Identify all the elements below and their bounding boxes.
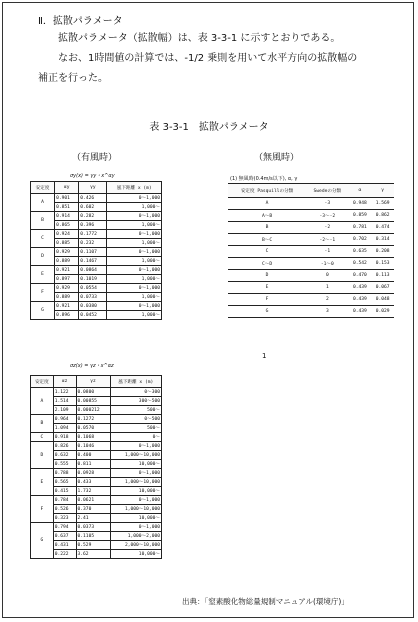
windy-h-cell: 0.426	[79, 194, 107, 203]
calm-cell: 0.314	[371, 234, 394, 246]
windy-h-header-cell: 風下距離 x (m)	[107, 182, 162, 194]
windy-h-cell: 0.0380	[79, 302, 107, 311]
table-caption: 表 3-3-1 拡散パラメータ	[149, 122, 269, 133]
windy-h-cell: 0.929	[55, 248, 79, 257]
calm-cell: 1.569	[371, 198, 394, 210]
windy-v-cell: 0.794	[53, 523, 76, 532]
windy-h-cell: 0.921	[55, 266, 79, 275]
windy-v-row	[31, 433, 162, 442]
windy-v-cell: 0.00855	[76, 397, 110, 406]
windy-h-cell: 0〜1,000	[107, 194, 162, 203]
windy-v-cell: 500〜	[110, 406, 161, 415]
calm-cell: 2	[306, 294, 348, 306]
windy-h-cell: 0.0864	[79, 266, 107, 275]
windy-v-cell: 3.62	[76, 550, 110, 559]
calm-cell: -2〜-1	[306, 234, 348, 246]
calm-cell: 0.474	[371, 222, 394, 234]
windy-v-cell: 0.632	[53, 451, 76, 460]
formula-horizontal: σy(x) = γy・x^αy	[70, 173, 115, 179]
calm-cell: -1〜0	[306, 258, 348, 270]
windy-v-cell: 10,000〜	[110, 514, 161, 523]
windy-h-stability-cell: B	[31, 212, 55, 230]
windy-v-cell: 0〜500	[110, 415, 161, 424]
calm-table-title: (1) 無風時(0.4m/s以下), α, γ	[230, 176, 298, 182]
windy-v-cell: 300〜500	[110, 397, 161, 406]
windy-v-cell: 0.1046	[76, 442, 110, 451]
calm-cell: B	[228, 222, 306, 234]
paragraph-2-line-2: 補正を行った。	[38, 73, 108, 84]
page-mark: 1	[262, 352, 267, 360]
calm-header-cell: γ	[371, 184, 394, 198]
windy-h-row	[31, 248, 162, 257]
windy-v-header-cell: γz	[76, 376, 110, 388]
windy-v-cell: 0.918	[53, 433, 76, 442]
windy-h-header-cell: 安定度	[31, 182, 55, 194]
calm-cell: F	[228, 294, 306, 306]
windy-h-cell: 0.929	[55, 284, 79, 293]
windy-h-cell: 0.851	[55, 203, 79, 212]
windy-v-cell: 10,000〜	[110, 460, 161, 469]
windy-h-row	[31, 212, 162, 221]
calm-row	[228, 246, 394, 258]
calm-cell: 0.029	[371, 306, 394, 318]
windy-v-cell: 0.000212	[76, 406, 110, 415]
source-citation: 出典：「窒素酸化物総量規制マニュアル(環境庁)」	[182, 597, 349, 606]
windy-h-cell: 0.921	[55, 302, 79, 311]
calm-cell: 0.048	[371, 294, 394, 306]
windy-v-cell: 0〜1,000	[110, 469, 161, 478]
windy-v-cell: 0.565	[53, 478, 76, 487]
windy-v-row	[31, 388, 162, 397]
calm-row	[228, 234, 394, 246]
windy-v-cell: 0.1272	[76, 415, 110, 424]
windy-v-row	[31, 415, 162, 424]
formula-vertical: σz(x) = γz・x^αz	[70, 363, 114, 369]
windy-h-stability-cell: D	[31, 248, 55, 266]
calm-cell: C	[228, 246, 306, 258]
windy-v-cell: 0.529	[76, 541, 110, 550]
calm-cell: 0.067	[371, 282, 394, 294]
calm-cell: 0.113	[371, 270, 394, 282]
calm-cell: 0.781	[349, 222, 372, 234]
windy-horizontal-table	[30, 181, 162, 320]
windy-v-cell: 1,000〜2,000	[110, 532, 161, 541]
windy-v-cell: 0.555	[53, 460, 76, 469]
windy-h-cell: 0〜1,000	[107, 248, 162, 257]
windy-h-cell: 0〜1,000	[107, 212, 162, 221]
calm-table	[228, 183, 394, 318]
windy-v-cell: 0.811	[76, 460, 110, 469]
windy-v-cell: 10,000〜	[110, 550, 161, 559]
windy-h-stability-cell: F	[31, 284, 55, 302]
calm-cell: 0.948	[349, 198, 372, 210]
windy-h-stability-cell: C	[31, 230, 55, 248]
windy-h-cell: 1,000〜	[107, 311, 162, 320]
windy-v-cell: 1.514	[53, 397, 76, 406]
windy-h-row	[31, 302, 162, 311]
windy-v-stability-cell: G	[31, 523, 54, 559]
windy-h-cell: 0.0554	[79, 284, 107, 293]
windy-v-cell: 0.400	[76, 451, 110, 460]
windy-h-stability-cell: A	[31, 194, 55, 212]
windy-v-row	[31, 523, 162, 532]
windy-v-cell: 0.370	[76, 505, 110, 514]
windy-v-stability-cell: B	[31, 415, 54, 433]
windy-h-cell: 0.1772	[79, 230, 107, 239]
windy-h-cell: 1,000〜	[107, 257, 162, 266]
windy-h-cell: 0〜1,000	[107, 266, 162, 275]
windy-h-cell: 0〜1,000	[107, 230, 162, 239]
calm-cell: 0.862	[371, 210, 394, 222]
calm-row	[228, 294, 394, 306]
calm-row	[228, 270, 394, 282]
calm-cell: 0.153	[371, 258, 394, 270]
calm-cell: 1	[306, 282, 348, 294]
windy-v-cell: 0.526	[53, 505, 76, 514]
windy-v-cell: 0.431	[53, 541, 76, 550]
windy-h-cell: 0.896	[55, 311, 79, 320]
calm-cell: 3	[306, 306, 348, 318]
windy-v-cell: 0.1068	[76, 433, 110, 442]
calm-row	[228, 198, 394, 210]
windy-v-cell: 0.0621	[76, 496, 110, 505]
calm-cell: G	[228, 306, 306, 318]
calm-label: （無風時）	[254, 153, 300, 163]
windy-v-cell: 2.109	[53, 406, 76, 415]
windy-h-cell: 1,000〜	[107, 221, 162, 230]
windy-v-stability-cell: D	[31, 442, 54, 469]
windy-v-header-cell: αz	[53, 376, 76, 388]
windy-v-cell: 2.41	[76, 514, 110, 523]
windy-h-row	[31, 266, 162, 275]
calm-cell: 0.470	[349, 270, 372, 282]
windy-h-cell: 1,000〜	[107, 275, 162, 284]
windy-v-cell: 0.1105	[76, 532, 110, 541]
windy-v-row	[31, 442, 162, 451]
windy-h-cell: 1,000〜	[107, 293, 162, 302]
calm-cell: 0.439	[349, 282, 372, 294]
windy-v-cell: 500〜	[110, 424, 161, 433]
windy-v-cell: 2,000〜10,000	[110, 541, 161, 550]
windy-v-cell: 0.323	[53, 514, 76, 523]
paragraph-2-line-1: なお、1時間値の計算では、-1/2 乗則を用いて水平方向の拡散幅の	[58, 53, 358, 64]
windy-v-cell: 0.784	[53, 496, 76, 505]
windy-label: （有風時）	[72, 153, 118, 163]
windy-v-cell: 1,000〜10,000	[110, 505, 161, 514]
windy-v-cell: 0〜300	[110, 388, 161, 397]
windy-v-cell: 0.0800	[76, 388, 110, 397]
calm-cell: 0.859	[349, 210, 372, 222]
windy-h-header-row	[31, 182, 162, 194]
windy-v-cell: 0.222	[53, 550, 76, 559]
windy-h-cell: 0.924	[55, 230, 79, 239]
windy-v-cell: 1.094	[53, 424, 76, 433]
windy-h-cell: 0.232	[79, 239, 107, 248]
windy-h-cell: 0〜1,000	[107, 302, 162, 311]
calm-cell: -3〜-2	[306, 210, 348, 222]
windy-v-cell: 0.415	[53, 487, 76, 496]
windy-v-stability-cell: F	[31, 496, 54, 523]
windy-h-cell: 0.1019	[79, 275, 107, 284]
windy-h-stability-cell: E	[31, 266, 55, 284]
calm-row	[228, 282, 394, 294]
windy-h-cell: 0.885	[55, 239, 79, 248]
calm-cell: D	[228, 270, 306, 282]
windy-h-cell: 0.282	[79, 212, 107, 221]
windy-v-row	[31, 496, 162, 505]
windy-v-cell: 0.0570	[76, 424, 110, 433]
calm-header-cell: 安定度 Pasquillの分類	[228, 184, 306, 198]
calm-cell: 0.208	[371, 246, 394, 258]
windy-h-row	[31, 194, 162, 203]
calm-cell: A〜B	[228, 210, 306, 222]
calm-cell: 0.635	[349, 246, 372, 258]
calm-header-cell: Swedeの分類	[306, 184, 348, 198]
windy-h-row	[31, 284, 162, 293]
windy-h-row	[31, 230, 162, 239]
paragraph-1: 拡散パラメータ（拡散幅）は、表 3-3-1 に示すとおりである。	[58, 33, 341, 44]
windy-v-cell: 0〜1,000	[110, 523, 161, 532]
windy-v-cell: 0.0373	[76, 523, 110, 532]
windy-v-cell: 1.732	[76, 487, 110, 496]
windy-h-cell: 0.602	[79, 203, 107, 212]
windy-h-cell: 0.396	[79, 221, 107, 230]
calm-cell: 0	[306, 270, 348, 282]
windy-v-cell: 0.964	[53, 415, 76, 424]
calm-row	[228, 306, 394, 318]
windy-v-cell: 0.826	[53, 442, 76, 451]
windy-v-cell: 1,000〜10,000	[110, 451, 161, 460]
calm-header-row	[228, 184, 394, 198]
windy-v-header-row	[31, 376, 162, 388]
windy-v-cell: 1.122	[53, 388, 76, 397]
calm-cell: -2	[306, 222, 348, 234]
calm-cell: 0.542	[349, 258, 372, 270]
windy-h-cell: 0.865	[55, 221, 79, 230]
calm-row	[228, 222, 394, 234]
calm-cell: -1	[306, 246, 348, 258]
calm-header-cell: α	[349, 184, 372, 198]
calm-cell: B〜C	[228, 234, 306, 246]
windy-v-cell: 0.0928	[76, 469, 110, 478]
windy-v-header-cell: 安定度	[31, 376, 54, 388]
windy-h-cell: 1,000〜	[107, 239, 162, 248]
section-heading: Ⅱ．拡散パラメータ	[38, 16, 123, 27]
windy-h-cell: 0.1107	[79, 248, 107, 257]
windy-v-stability-cell: C	[31, 433, 54, 442]
windy-v-cell: 0.433	[76, 478, 110, 487]
windy-h-header-cell: γy	[79, 182, 107, 194]
windy-h-cell: 0.914	[55, 212, 79, 221]
windy-h-cell: 0〜1,000	[107, 284, 162, 293]
calm-cell: C〜D	[228, 258, 306, 270]
calm-cell: E	[228, 282, 306, 294]
windy-v-row	[31, 469, 162, 478]
windy-h-stability-cell: G	[31, 302, 55, 320]
windy-h-cell: 0.889	[55, 293, 79, 302]
calm-cell: -3	[306, 198, 348, 210]
windy-h-cell: 0.0452	[79, 311, 107, 320]
windy-vertical-table	[30, 375, 162, 559]
calm-cell: 0.439	[349, 306, 372, 318]
windy-v-header-cell: 風下距離 x (m)	[110, 376, 161, 388]
calm-row	[228, 210, 394, 222]
windy-h-header-cell: αy	[55, 182, 79, 194]
windy-v-cell: 0〜	[110, 433, 161, 442]
windy-v-cell: 10,000〜	[110, 487, 161, 496]
windy-h-cell: 0.1467	[79, 257, 107, 266]
windy-v-cell: 0.788	[53, 469, 76, 478]
windy-v-cell: 0〜1,000	[110, 496, 161, 505]
windy-h-cell: 0.901	[55, 194, 79, 203]
windy-v-cell: 1,000〜10,000	[110, 478, 161, 487]
windy-v-cell: 0.637	[53, 532, 76, 541]
calm-cell: 0.439	[349, 294, 372, 306]
windy-v-stability-cell: A	[31, 388, 54, 415]
calm-cell: A	[228, 198, 306, 210]
windy-h-cell: 0.889	[55, 257, 79, 266]
calm-cell: 0.702	[349, 234, 372, 246]
windy-h-cell: 1,000〜	[107, 203, 162, 212]
windy-h-cell: 0.0733	[79, 293, 107, 302]
windy-v-cell: 0〜1,000	[110, 442, 161, 451]
windy-v-stability-cell: E	[31, 469, 54, 496]
windy-h-cell: 0.897	[55, 275, 79, 284]
calm-row	[228, 258, 394, 270]
